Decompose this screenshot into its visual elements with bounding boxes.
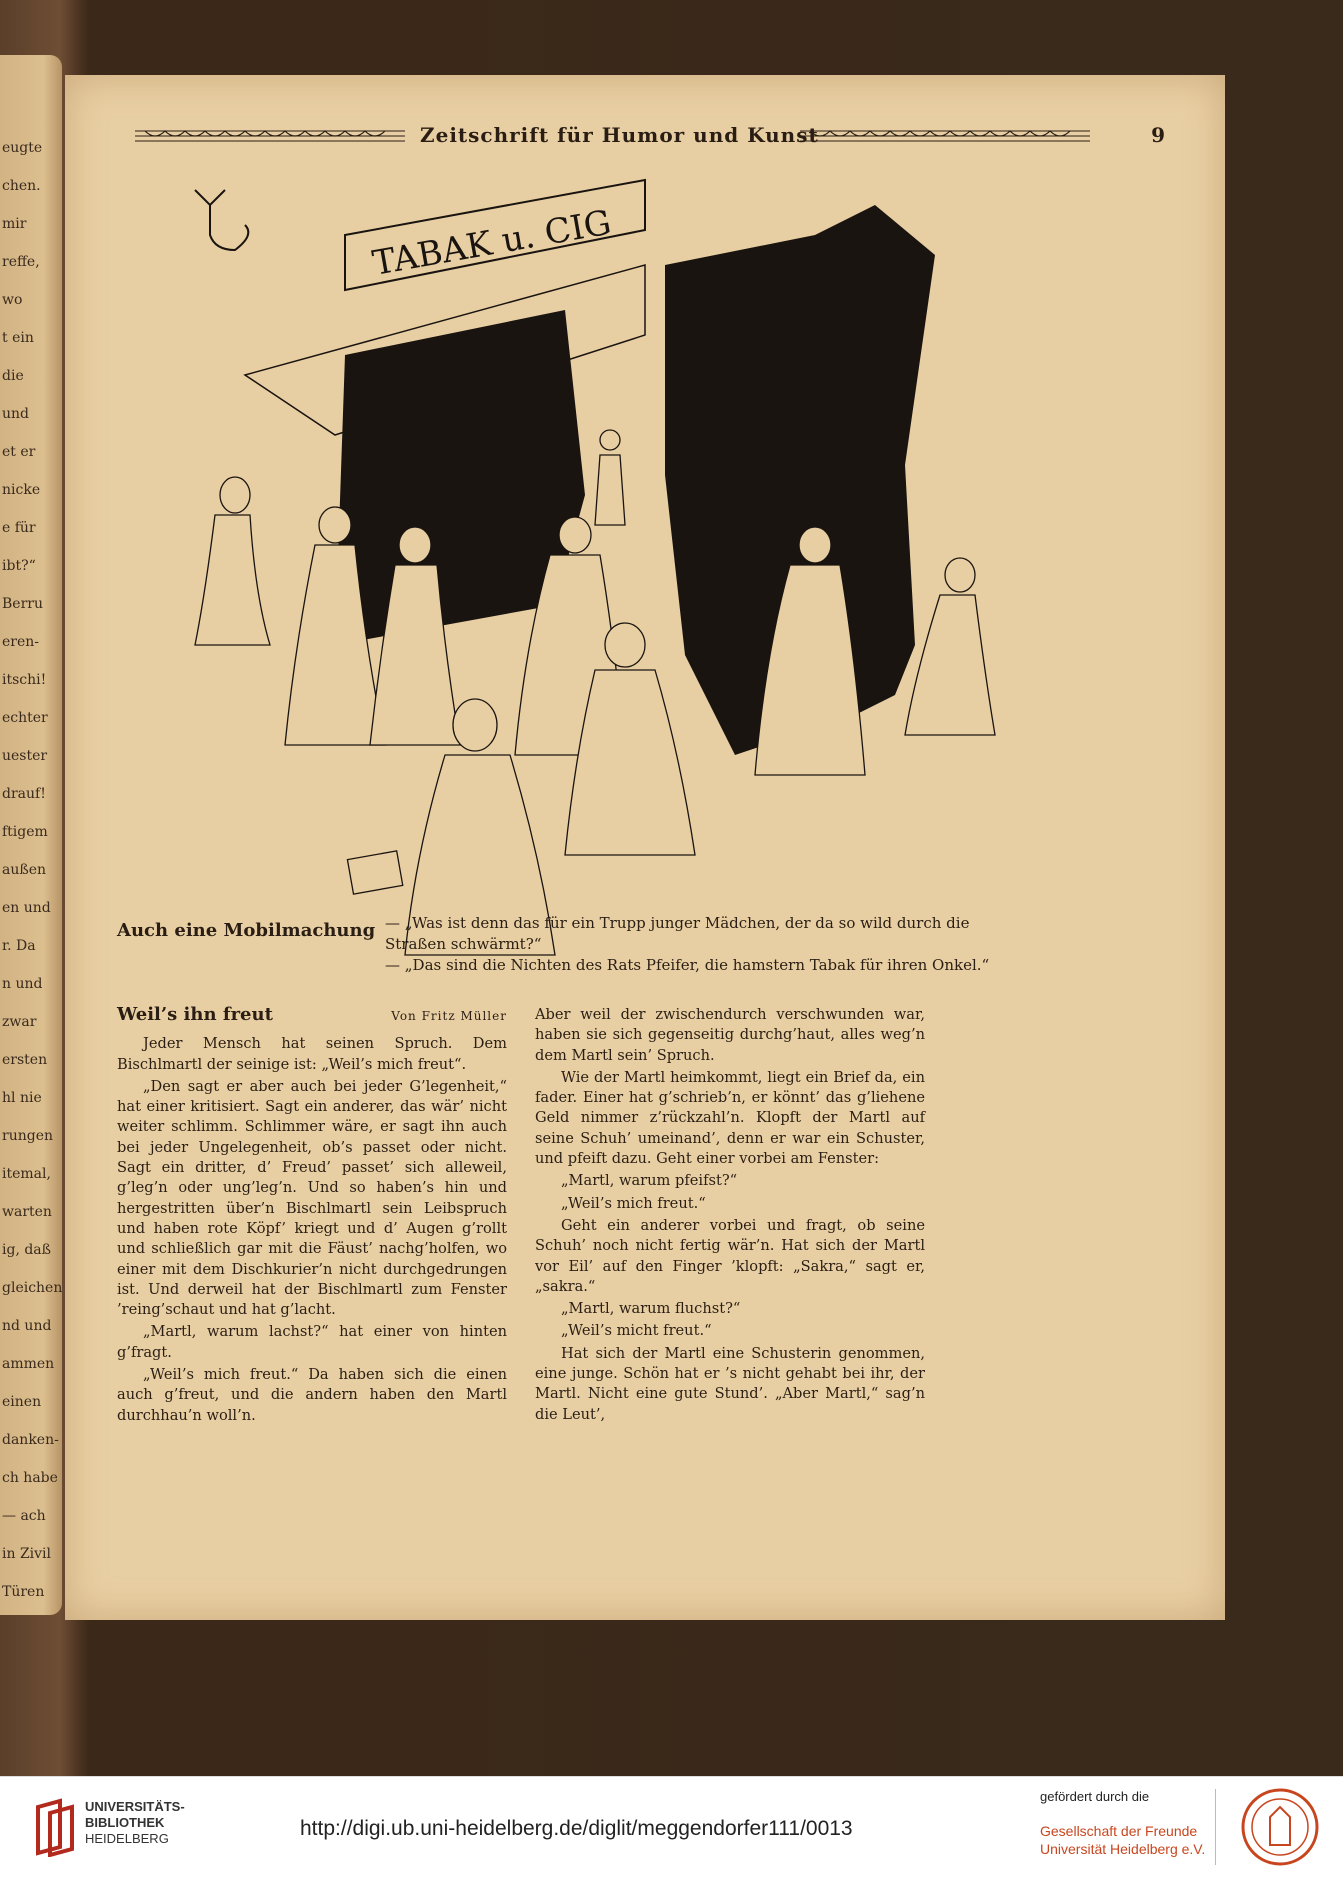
prev-page-text-fragment: hl nie — [2, 1090, 42, 1106]
paragraph: „Weil’s mich freut.“ — [561, 1194, 706, 1212]
article-column-left — [117, 1005, 507, 1428]
library-name-line: UNIVERSITÄTS- — [85, 1799, 185, 1814]
prev-page-text-fragment: und — [2, 406, 29, 422]
prev-page-text-fragment: die — [2, 368, 24, 384]
sponsor-name[interactable] — [1040, 1822, 1205, 1858]
prev-page-text-fragment: itschi! — [2, 672, 47, 688]
prev-page-text-fragment: Berru — [2, 596, 43, 612]
prev-page-text-fragment: ig, daß — [2, 1242, 51, 1258]
shop-sign — [345, 180, 645, 290]
prev-page-text-fragment: ch habe — [2, 1470, 58, 1486]
prev-page-text-fragment: eren- — [2, 634, 40, 650]
previous-page-edge — [0, 55, 62, 1615]
shop-lamp-icon — [195, 190, 248, 250]
right-ornament-icon — [800, 129, 1090, 143]
paragraph: „Den sagt er aber auch bei jeder G’legenheit,“ hat einer kritisiert. Sagt ein anderer, das wär’ nicht weiter schlimm. Schlimmer wäre, er sagt ihn auch bei jeder Ungelegenheit, ob’s passet oder nicht. Sagt ein dritter, d’ Freud’ passet’ sich alleweil, g’leg’n oder ung’leg’n. Und so haben’s hin und hergestritten über’n Bischlmartl sein Leibspruch und haben rote Köpf’ kriegt und d’ Augen g’rollt und schließlich gar mit die Fäust’ nachg’holfen, wo einer mit dem Dischkurier’n nicht durchgedrungen ist. Und derweil hat der Bischlmartl zum Fenster ’reing’schaut und hat g’lacht. — [117, 1077, 507, 1319]
university-seal-icon[interactable] — [1240, 1787, 1320, 1867]
prev-page-text-fragment: wo — [2, 292, 23, 308]
prev-page-text-fragment: ammen — [2, 1356, 55, 1372]
prev-page-text-fragment: gleichen — [2, 1280, 62, 1296]
library-name[interactable] — [85, 1799, 185, 1847]
page-number: 9 — [1151, 123, 1165, 147]
library-logo-icon[interactable] — [30, 1797, 80, 1857]
prev-page-text-fragment: ibt?“ — [2, 558, 36, 574]
page-title: Zeitschrift für Humor und Kunst — [420, 123, 819, 147]
sponsor-name-line: Universität Heidelberg e.V. — [1040, 1841, 1206, 1857]
article-heading — [117, 1005, 507, 1026]
left-ornament-icon — [135, 129, 405, 143]
article-column-right — [535, 1005, 925, 1427]
prev-page-text-fragment: drauf! — [2, 786, 46, 802]
prev-page-text-fragment: nd und — [2, 1318, 52, 1334]
caption-line: — „Was ist denn das für ein Trupp junger Mädchen, der da so wild durch die — [385, 914, 970, 932]
prev-page-text-fragment: en und — [2, 900, 51, 916]
prev-page-text-fragment: außen — [2, 862, 47, 878]
paragraph: Aber weil der zwischendurch verschwunden war, haben sie sich gegenseitig durchg’haut, alles weg’n dem Martl sein’ Spruch. — [535, 1006, 925, 1064]
prev-page-text-fragment: Türen — [2, 1584, 45, 1600]
prev-page-text-fragment: zwar — [2, 1014, 37, 1030]
permalink-url[interactable]: http://digi.ub.uni-heidelberg.de/diglit/meggendorfer111/0013 — [300, 1817, 853, 1840]
paragraph: „Weil’s mich freut.“ Da haben sich die einen auch g’freut, und die andern haben den Martl durchhau’n woll’n. — [117, 1366, 507, 1424]
page — [65, 75, 1225, 1620]
prev-page-text-fragment: in Zivil — [2, 1546, 52, 1562]
sponsor-label: gefördert durch die — [1040, 1789, 1150, 1804]
library-name-line: BIBLIOTHEK — [85, 1815, 165, 1830]
prev-page-text-fragment: t ein — [2, 330, 34, 346]
prev-page-text-fragment: einen — [2, 1394, 42, 1410]
prev-page-text-fragment: mir — [2, 216, 27, 232]
prev-page-text-fragment: — ach — [2, 1508, 46, 1524]
prev-page-text-fragment: ftigem — [2, 824, 48, 840]
paragraph: Hat sich der Martl eine Schusterin genommen, eine junge. Schön hat er ’s nicht gehabt bei ihr, der Martl. Nicht eine gute Stund’. „Aber Martl,“ sag’n die Leut’, — [535, 1344, 925, 1423]
prev-page-text-fragment: itemal, — [2, 1166, 51, 1182]
paragraph: „Weil’s micht freut.“ — [561, 1322, 712, 1340]
prev-page-text-fragment: reffe, — [2, 254, 40, 270]
prev-page-text-fragment: danken- — [2, 1432, 59, 1448]
paragraph: Jeder Mensch hat seinen Spruch. Dem Bischlmartl der seinige ist: „Weil’s mich freut“. — [117, 1035, 507, 1073]
prev-page-text-fragment: chen. — [2, 178, 41, 194]
viewer-footer — [0, 1776, 1343, 1877]
paragraph: Wie der Martl heimkommt, liegt ein Brief da, ein fader. Einer hat g’schrieb’n, er könnt’ das g’liehene Geld nimmer z’rückzahl’n. Klopft der Martl auf seine Schuh’ umeinand’, denn er war ein Schuster, und pfeift dazu. Geht einer vorbei am Fenster: — [535, 1068, 925, 1168]
caption-dialogue — [385, 913, 1165, 976]
prev-page-text-fragment: warten — [2, 1204, 52, 1220]
caption-title: Auch eine Mobilmachung — [117, 920, 376, 941]
shop-sign-text: TABAK u. CIG — [369, 202, 615, 284]
page-header — [135, 123, 1165, 151]
caption-line: Straßen schwärmt?“ — [385, 935, 542, 953]
paragraph: Geht ein anderer vorbei und fragt, ob seine Schuh’ noch nicht fertig wär’n. Hat sich der Martl vor Eil’ auf den Finger ’klopft: „Sakra,“ sagt er, „sakra.“ — [535, 1216, 925, 1295]
prev-page-text-fragment: nicke — [2, 482, 41, 498]
article-title: Weil’s ihn freut — [117, 1004, 273, 1025]
prev-page-text-fragment: eugte — [2, 140, 43, 156]
prev-page-text-fragment: r. Da — [2, 938, 36, 954]
sponsor-name-line: Gesellschaft der Freunde — [1040, 1823, 1198, 1839]
article-author: Von Fritz Müller — [391, 1009, 507, 1023]
prev-page-text-fragment: echter — [2, 710, 48, 726]
prev-page-text-fragment: n und — [2, 976, 43, 992]
paragraph: „Martl, warum fluchst?“ — [561, 1300, 741, 1318]
illustration-tobacco-shop — [175, 175, 1045, 965]
prev-page-text-fragment: et er — [2, 444, 36, 460]
paragraph: „Martl, warum pfeifst?“ — [561, 1172, 738, 1190]
footer-divider — [1215, 1789, 1216, 1865]
prev-page-text-fragment: rungen — [2, 1128, 53, 1144]
library-name-line: HEIDELBERG — [85, 1831, 169, 1846]
paragraph: „Martl, warum lachst?“ hat einer von hinten g’fragt. — [117, 1323, 507, 1361]
prev-page-text-fragment: uester — [2, 748, 48, 764]
prev-page-text-fragment: ersten — [2, 1052, 48, 1068]
caption-line: — „Das sind die Nichten des Rats Pfeifer, die hamstern Tabak für ihren Onkel.“ — [385, 956, 990, 974]
prev-page-text-fragment: e für — [2, 520, 36, 536]
